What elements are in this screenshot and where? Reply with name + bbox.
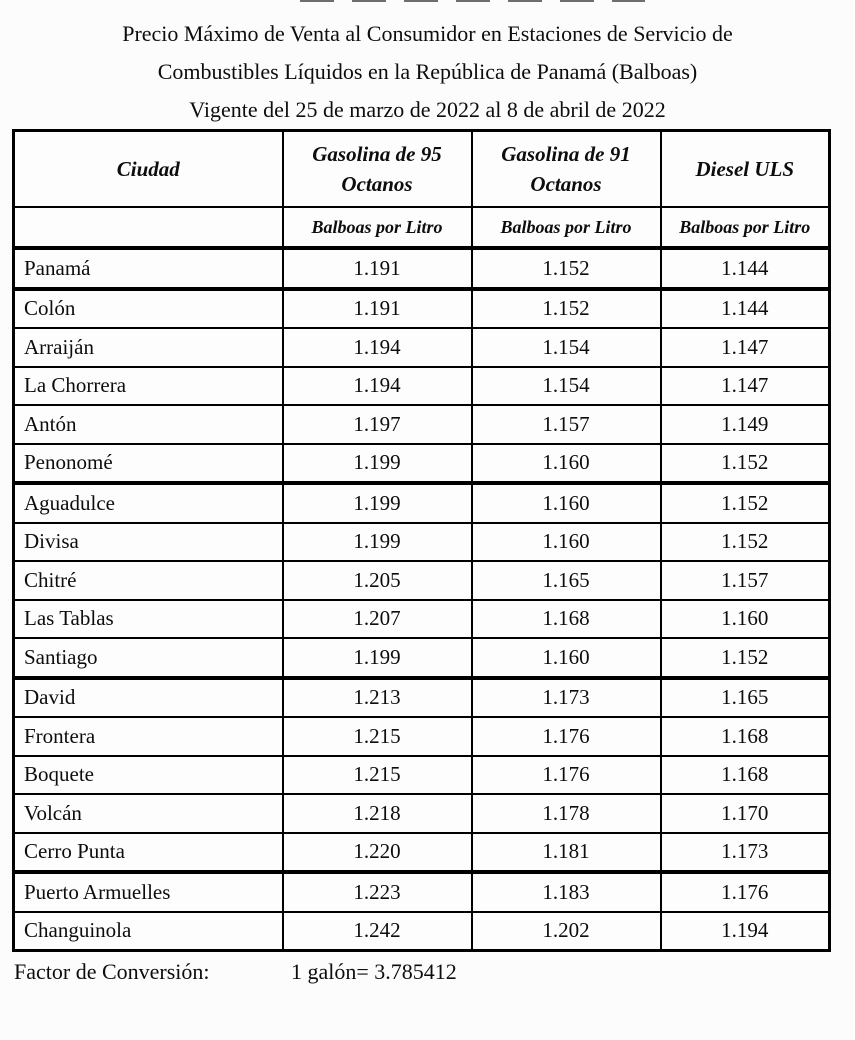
price-cell-g91: 1.160 bbox=[472, 483, 661, 523]
price-cell-g95: 1.191 bbox=[283, 289, 472, 329]
price-cell-g95: 1.215 bbox=[283, 717, 472, 756]
city-cell: Chitré bbox=[14, 561, 283, 600]
price-cell-g95: 1.199 bbox=[283, 523, 472, 562]
price-cell-g91: 1.173 bbox=[472, 678, 661, 718]
price-cell-g91: 1.160 bbox=[472, 638, 661, 678]
price-cell-g95: 1.197 bbox=[283, 405, 472, 444]
price-cell-g91: 1.183 bbox=[472, 872, 661, 912]
price-cell-g91: 1.157 bbox=[472, 405, 661, 444]
price-cell-g91: 1.165 bbox=[472, 561, 661, 600]
price-cell-diesel: 1.194 bbox=[661, 912, 830, 951]
city-cell: Colón bbox=[14, 289, 283, 329]
city-cell: Volcán bbox=[14, 794, 283, 833]
fuel-price-table bbox=[12, 129, 831, 952]
cropped-artifact-line bbox=[300, 0, 645, 2]
price-cell-g91: 1.160 bbox=[472, 444, 661, 484]
price-cell-g91: 1.152 bbox=[472, 248, 661, 289]
city-cell: Cerro Punta bbox=[14, 833, 283, 873]
price-cell-diesel: 1.173 bbox=[661, 833, 830, 873]
table-row bbox=[14, 600, 830, 639]
header-gasolina-91: Gasolina de 91 Octanos bbox=[472, 131, 661, 208]
price-cell-diesel: 1.152 bbox=[661, 523, 830, 562]
price-cell-diesel: 1.157 bbox=[661, 561, 830, 600]
price-cell-g91: 1.152 bbox=[472, 289, 661, 329]
price-cell-g95: 1.199 bbox=[283, 444, 472, 484]
table-row bbox=[14, 756, 830, 795]
price-cell-g91: 1.176 bbox=[472, 717, 661, 756]
price-cell-g91: 1.181 bbox=[472, 833, 661, 873]
table-row bbox=[14, 523, 830, 562]
table-row bbox=[14, 248, 830, 289]
price-cell-diesel: 1.168 bbox=[661, 756, 830, 795]
price-cell-diesel: 1.144 bbox=[661, 248, 830, 289]
table-row bbox=[14, 405, 830, 444]
table-row bbox=[14, 833, 830, 873]
price-cell-g95: 1.223 bbox=[283, 872, 472, 912]
price-cell-g91: 1.154 bbox=[472, 367, 661, 406]
price-cell-g95: 1.218 bbox=[283, 794, 472, 833]
price-cell-g95: 1.213 bbox=[283, 678, 472, 718]
city-cell: Penonomé bbox=[14, 444, 283, 484]
price-cell-diesel: 1.144 bbox=[661, 289, 830, 329]
conversion-factor bbox=[0, 959, 855, 991]
price-cell-diesel: 1.147 bbox=[661, 367, 830, 406]
price-cell-g91: 1.160 bbox=[472, 523, 661, 562]
city-cell: Santiago bbox=[14, 638, 283, 678]
table-header bbox=[14, 131, 830, 249]
city-cell: Panamá bbox=[14, 248, 283, 289]
unit-cell-diesel: Balboas por Litro bbox=[661, 207, 830, 248]
unit-row bbox=[14, 207, 830, 248]
city-cell: Arraiján bbox=[14, 328, 283, 367]
header-gasolina-95: Gasolina de 95 Octanos bbox=[283, 131, 472, 208]
city-cell: Frontera bbox=[14, 717, 283, 756]
table-row bbox=[14, 367, 830, 406]
price-cell-diesel: 1.168 bbox=[661, 717, 830, 756]
price-cell-diesel: 1.152 bbox=[661, 638, 830, 678]
header-row bbox=[14, 131, 830, 208]
page-title bbox=[0, 0, 855, 129]
price-cell-g91: 1.154 bbox=[472, 328, 661, 367]
title-line-1: Precio Máximo de Venta al Consumidor en Estaciones de Servicio de bbox=[122, 21, 733, 46]
city-cell: Divisa bbox=[14, 523, 283, 562]
table-row bbox=[14, 678, 830, 718]
price-cell-g95: 1.194 bbox=[283, 367, 472, 406]
price-cell-g91: 1.202 bbox=[472, 912, 661, 951]
table-row bbox=[14, 328, 830, 367]
city-cell: Aguadulce bbox=[14, 483, 283, 523]
price-cell-diesel: 1.152 bbox=[661, 483, 830, 523]
city-cell: Boquete bbox=[14, 756, 283, 795]
unit-cell-empty bbox=[14, 207, 283, 248]
table-row bbox=[14, 289, 830, 329]
price-cell-diesel: 1.149 bbox=[661, 405, 830, 444]
header-diesel-uls: Diesel ULS bbox=[661, 131, 830, 208]
unit-cell-g91: Balboas por Litro bbox=[472, 207, 661, 248]
price-cell-diesel: 1.170 bbox=[661, 794, 830, 833]
price-cell-g91: 1.178 bbox=[472, 794, 661, 833]
price-cell-g95: 1.199 bbox=[283, 638, 472, 678]
price-cell-g95: 1.194 bbox=[283, 328, 472, 367]
price-cell-g95: 1.220 bbox=[283, 833, 472, 873]
price-cell-g95: 1.191 bbox=[283, 248, 472, 289]
city-cell: Las Tablas bbox=[14, 600, 283, 639]
price-table-body bbox=[14, 248, 830, 951]
price-cell-g95: 1.207 bbox=[283, 600, 472, 639]
conversion-factor-value: 1 galón= 3.785412 bbox=[291, 959, 457, 984]
price-cell-g91: 1.176 bbox=[472, 756, 661, 795]
price-cell-diesel: 1.147 bbox=[661, 328, 830, 367]
city-cell: La Chorrera bbox=[14, 367, 283, 406]
price-cell-g95: 1.242 bbox=[283, 912, 472, 951]
price-cell-g95: 1.215 bbox=[283, 756, 472, 795]
price-cell-g91: 1.168 bbox=[472, 600, 661, 639]
price-cell-diesel: 1.176 bbox=[661, 872, 830, 912]
unit-cell-g95: Balboas por Litro bbox=[283, 207, 472, 248]
header-ciudad: Ciudad bbox=[14, 131, 283, 208]
table-row bbox=[14, 912, 830, 951]
city-cell: Puerto Armuelles bbox=[14, 872, 283, 912]
city-cell: David bbox=[14, 678, 283, 718]
price-cell-diesel: 1.160 bbox=[661, 600, 830, 639]
table-row bbox=[14, 483, 830, 523]
title-line-2: Combustibles Líquidos en la República de Panamá (Balboas) bbox=[157, 59, 698, 84]
title-line-3: Vigente del 25 de marzo de 2022 al 8 de abril de 2022 bbox=[189, 97, 666, 122]
price-cell-g95: 1.199 bbox=[283, 483, 472, 523]
table-row bbox=[14, 717, 830, 756]
table-row bbox=[14, 444, 830, 484]
price-cell-diesel: 1.165 bbox=[661, 678, 830, 718]
city-cell: Antón bbox=[14, 405, 283, 444]
city-cell: Changuinola bbox=[14, 912, 283, 951]
table-row bbox=[14, 638, 830, 678]
conversion-factor-label: Factor de Conversión: bbox=[14, 959, 210, 984]
table-row bbox=[14, 872, 830, 912]
price-cell-diesel: 1.152 bbox=[661, 444, 830, 484]
table-row bbox=[14, 561, 830, 600]
table-row bbox=[14, 794, 830, 833]
price-cell-g95: 1.205 bbox=[283, 561, 472, 600]
